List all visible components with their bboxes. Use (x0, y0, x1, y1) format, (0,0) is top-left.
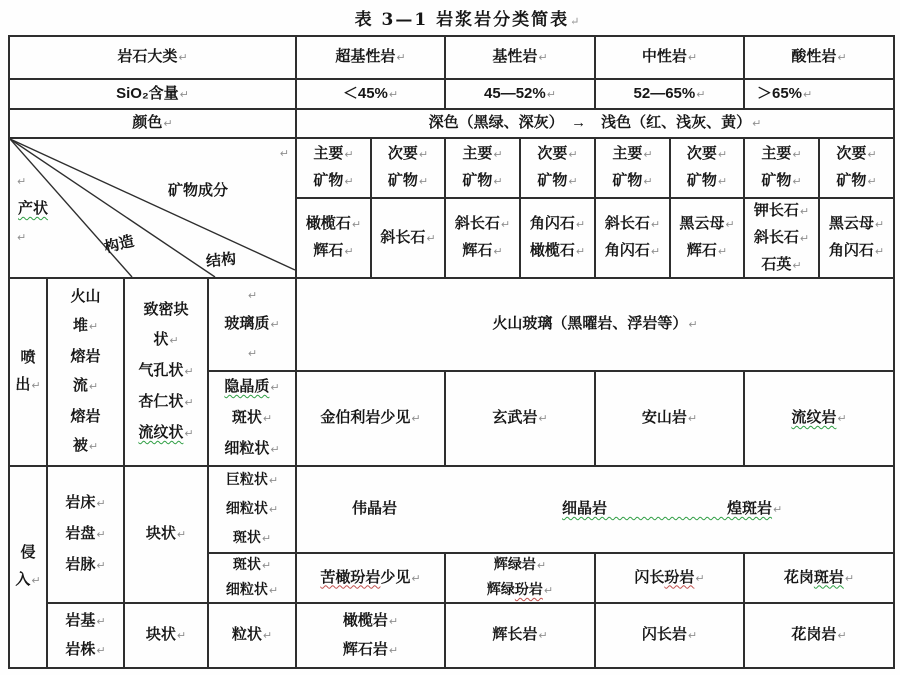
rock-granite-cell (743, 602, 893, 667)
mineral-header-text: 次要↵ 矿物↵ (537, 145, 578, 189)
extrusive-structure: 致密块 状↵ 气孔状↵ 杏仁状↵ 流纹状↵ (138, 301, 194, 441)
texture-cryptocrystalline: 隐晶质↵ 斑状↵ 细粒状↵ (224, 378, 280, 457)
extrusive-label: 喷 出↵ (15, 349, 41, 393)
mineral-header-text: 主要↵ 矿物↵ (761, 145, 802, 189)
volcanic-glass: 火山玻璃（黑曜岩、浮岩等）↵ (492, 315, 698, 332)
paragraph-mark: ↵ (17, 176, 27, 188)
mineral-text: 斜长石↵ 角闪石↵ (604, 215, 661, 259)
texture-granular: 粒状↵ (231, 626, 273, 643)
texture-porphyritic-cell (207, 552, 295, 602)
rock-picrite-porphyrite-cell (295, 552, 444, 602)
minerals-plagioclase-hornblende (594, 197, 669, 277)
class-acidic: 酸性岩↵ (791, 48, 847, 65)
rock-rhyolite: 流纹岩↵ (791, 409, 847, 426)
rock-diabase: 辉绿岩↵ 辉绿玢岩↵ (486, 556, 554, 597)
rock-kimberlite-cell (295, 370, 444, 465)
rock-granite-porphyry-cell (743, 552, 893, 602)
sio2-acidic-cell (743, 78, 893, 108)
igneous-rock-table (8, 35, 895, 669)
class-ultrabasic: 超基性岩↵ (335, 48, 406, 65)
minerals-hornblende-olivine (519, 197, 594, 277)
minerals-biotite-hornblende (818, 197, 893, 277)
rock-class-label: 岩石大类↵ (117, 48, 188, 65)
minerals-olivine-pyroxene (295, 197, 370, 277)
rock-rhyolite-cell (743, 370, 893, 465)
class-ultrabasic-cell (295, 35, 444, 78)
color-label-cell (8, 108, 295, 137)
rock-peridotite-cell (295, 602, 444, 667)
sio2-label: SiO₂含量↵ (116, 84, 189, 102)
table-title (18, 5, 900, 30)
mineral-header-main-2 (444, 137, 519, 197)
sio2-ultrabasic-cell (295, 78, 444, 108)
mineral-text: 斜长石↵ (380, 228, 436, 246)
mineral-header-secondary-2 (519, 137, 594, 197)
paragraph-mark: ↵ (279, 148, 289, 160)
color-gradient: 深色（黑绿、深灰） → 浅色（红、浅灰、黄）↵ (428, 114, 762, 131)
intrusive-shallow-structure-cell (123, 465, 207, 602)
class-basic: 基性岩↵ (492, 48, 548, 65)
mineral-header-text: 主要↵ 矿物↵ (612, 145, 653, 189)
mineral-text: 黑云母↵ 辉石↵ (679, 215, 735, 259)
mineral-header-text: 次要↵ 矿物↵ (686, 145, 728, 189)
mineral-text: 钾长石↵ 斜长石↵ 石英↵ (753, 201, 810, 273)
texture-porphyritic: 斑状↵ 细粒状↵ (225, 556, 279, 597)
rock-diabase-cell (444, 552, 594, 602)
intrusive-shallow-occurrence-cell (46, 465, 123, 602)
mineral-header-main-1 (295, 137, 370, 197)
intrusive-shallow-occurrence: 岩床↵ 岩盘↵ 岩脉↵ (65, 494, 106, 573)
vein-rocks: 伟晶岩 细晶岩 煌斑岩↵ (352, 500, 783, 517)
mineral-text: 黑云母↵ 角闪石↵ (828, 215, 885, 259)
rock-gabbro-cell (444, 602, 594, 667)
minerals-kfeldspar-plagioclase-quartz (743, 197, 818, 277)
mineral-header-text: 次要↵ 矿物↵ (387, 145, 429, 189)
rock-diorite-cell (594, 602, 743, 667)
texture-glassy-cell (207, 277, 295, 370)
texture-coarse-cell (207, 465, 295, 552)
mineral-header-text: 主要↵ 矿物↵ (313, 145, 354, 189)
rock-gabbro: 辉长岩↵ (492, 626, 548, 643)
extrusive-structure-cell (123, 277, 207, 465)
diagonal-header-cell (8, 137, 295, 277)
class-intermediate-cell (594, 35, 743, 78)
intrusive-deep-occurrence: 岩基↵ 岩株↵ (65, 611, 106, 658)
sio2-intermediate: 52—65%↵ (633, 84, 706, 102)
class-basic-cell (444, 35, 594, 78)
volcanic-glass-cell (295, 277, 893, 370)
sio2-intermediate-cell (594, 78, 743, 108)
rock-granite-porphyry: 花岗斑岩↵ (783, 568, 855, 586)
sio2-basic-cell (444, 78, 594, 108)
mineral-header-main-4 (743, 137, 818, 197)
extrusive-occurrence-cell (46, 277, 123, 465)
texture-label: 结构 (205, 250, 237, 271)
rock-diorite-porphyrite-cell (594, 552, 743, 602)
minerals-plagioclase-pyroxene (444, 197, 519, 277)
mineral-header-secondary-4 (818, 137, 893, 197)
texture-cryptocrystalline-cell (207, 370, 295, 465)
texture-granular-cell (207, 602, 295, 667)
intrusive-label-cell (8, 465, 46, 667)
class-intermediate: 中性岩↵ (641, 48, 698, 65)
mineral-text: 角闪石↵ 橄榄石↵ (529, 215, 586, 259)
texture-coarse: 巨粒状↵ 细粒状↵ 斑状↵ (225, 471, 279, 545)
sio2-basic: 45—52%↵ (484, 84, 556, 102)
rock-granite: 花岗岩↵ (791, 626, 847, 643)
rock-kimberlite: 金伯利岩少见↵ (320, 409, 421, 426)
mineral-header-secondary-1 (370, 137, 444, 197)
intrusive-deep-occurrence-cell (46, 602, 123, 667)
sio2-ultrabasic: ＜45%↵ (342, 84, 399, 102)
rock-basalt-cell (444, 370, 594, 465)
mineral-composition-label: 矿物成分 (168, 182, 229, 199)
color-gradient-cell (295, 108, 893, 137)
class-acidic-cell (743, 35, 893, 78)
rock-diorite: 闪长岩↵ (641, 626, 698, 643)
rock-andesite: 安山岩↵ (641, 409, 698, 426)
vein-rocks-cell (295, 465, 893, 552)
color-label: 颜色↵ (132, 114, 173, 131)
intrusive-shallow-structure: 块状↵ (145, 525, 187, 542)
structure-label: 构造 (102, 232, 136, 257)
texture-glassy: ↵ 玻璃质↵ ↵ (224, 290, 280, 360)
diagonal-lines (10, 139, 295, 277)
rock-basalt: 玄武岩↵ (492, 409, 548, 426)
mineral-text: 橄榄石↵ 辉石↵ (305, 215, 362, 259)
intrusive-deep-structure: 块状↵ (145, 626, 187, 643)
mineral-header-main-3 (594, 137, 669, 197)
mineral-text: 斜长石↵ 辉石↵ (454, 215, 511, 259)
paragraph-mark: ↵ (17, 232, 27, 244)
rock-diorite-porphyrite: 闪长玢岩↵ (634, 568, 705, 586)
rock-class-label-cell (8, 35, 295, 78)
extrusive-occurrence: 火山 堆↵ 熔岩 流↵ 熔岩 被↵ (70, 288, 101, 454)
mineral-header-text: 主要↵ 矿物↵ (462, 145, 503, 189)
intrusive-label: 侵 入↵ (15, 544, 41, 588)
extrusive-label-cell (8, 277, 46, 465)
mineral-header-secondary-3 (669, 137, 743, 197)
rock-andesite-cell (594, 370, 743, 465)
minerals-biotite-pyroxene (669, 197, 743, 277)
table-title-text: 表 3—1 岩浆岩分类简表↵ (354, 10, 582, 30)
rock-picrite-porphyrite: 苦橄玢岩少见↵ (320, 568, 421, 586)
intrusive-deep-structure-cell (123, 602, 207, 667)
sio2-label-cell (8, 78, 295, 108)
occurrence-label: 产状 (18, 200, 49, 217)
sio2-acidic: ＞65%↵ (757, 84, 813, 102)
mineral-header-text: 次要↵ 矿物↵ (836, 145, 877, 189)
rock-peridotite: 橄榄岩↵ 辉石岩↵ (342, 611, 399, 658)
minerals-plagioclase (370, 197, 444, 277)
